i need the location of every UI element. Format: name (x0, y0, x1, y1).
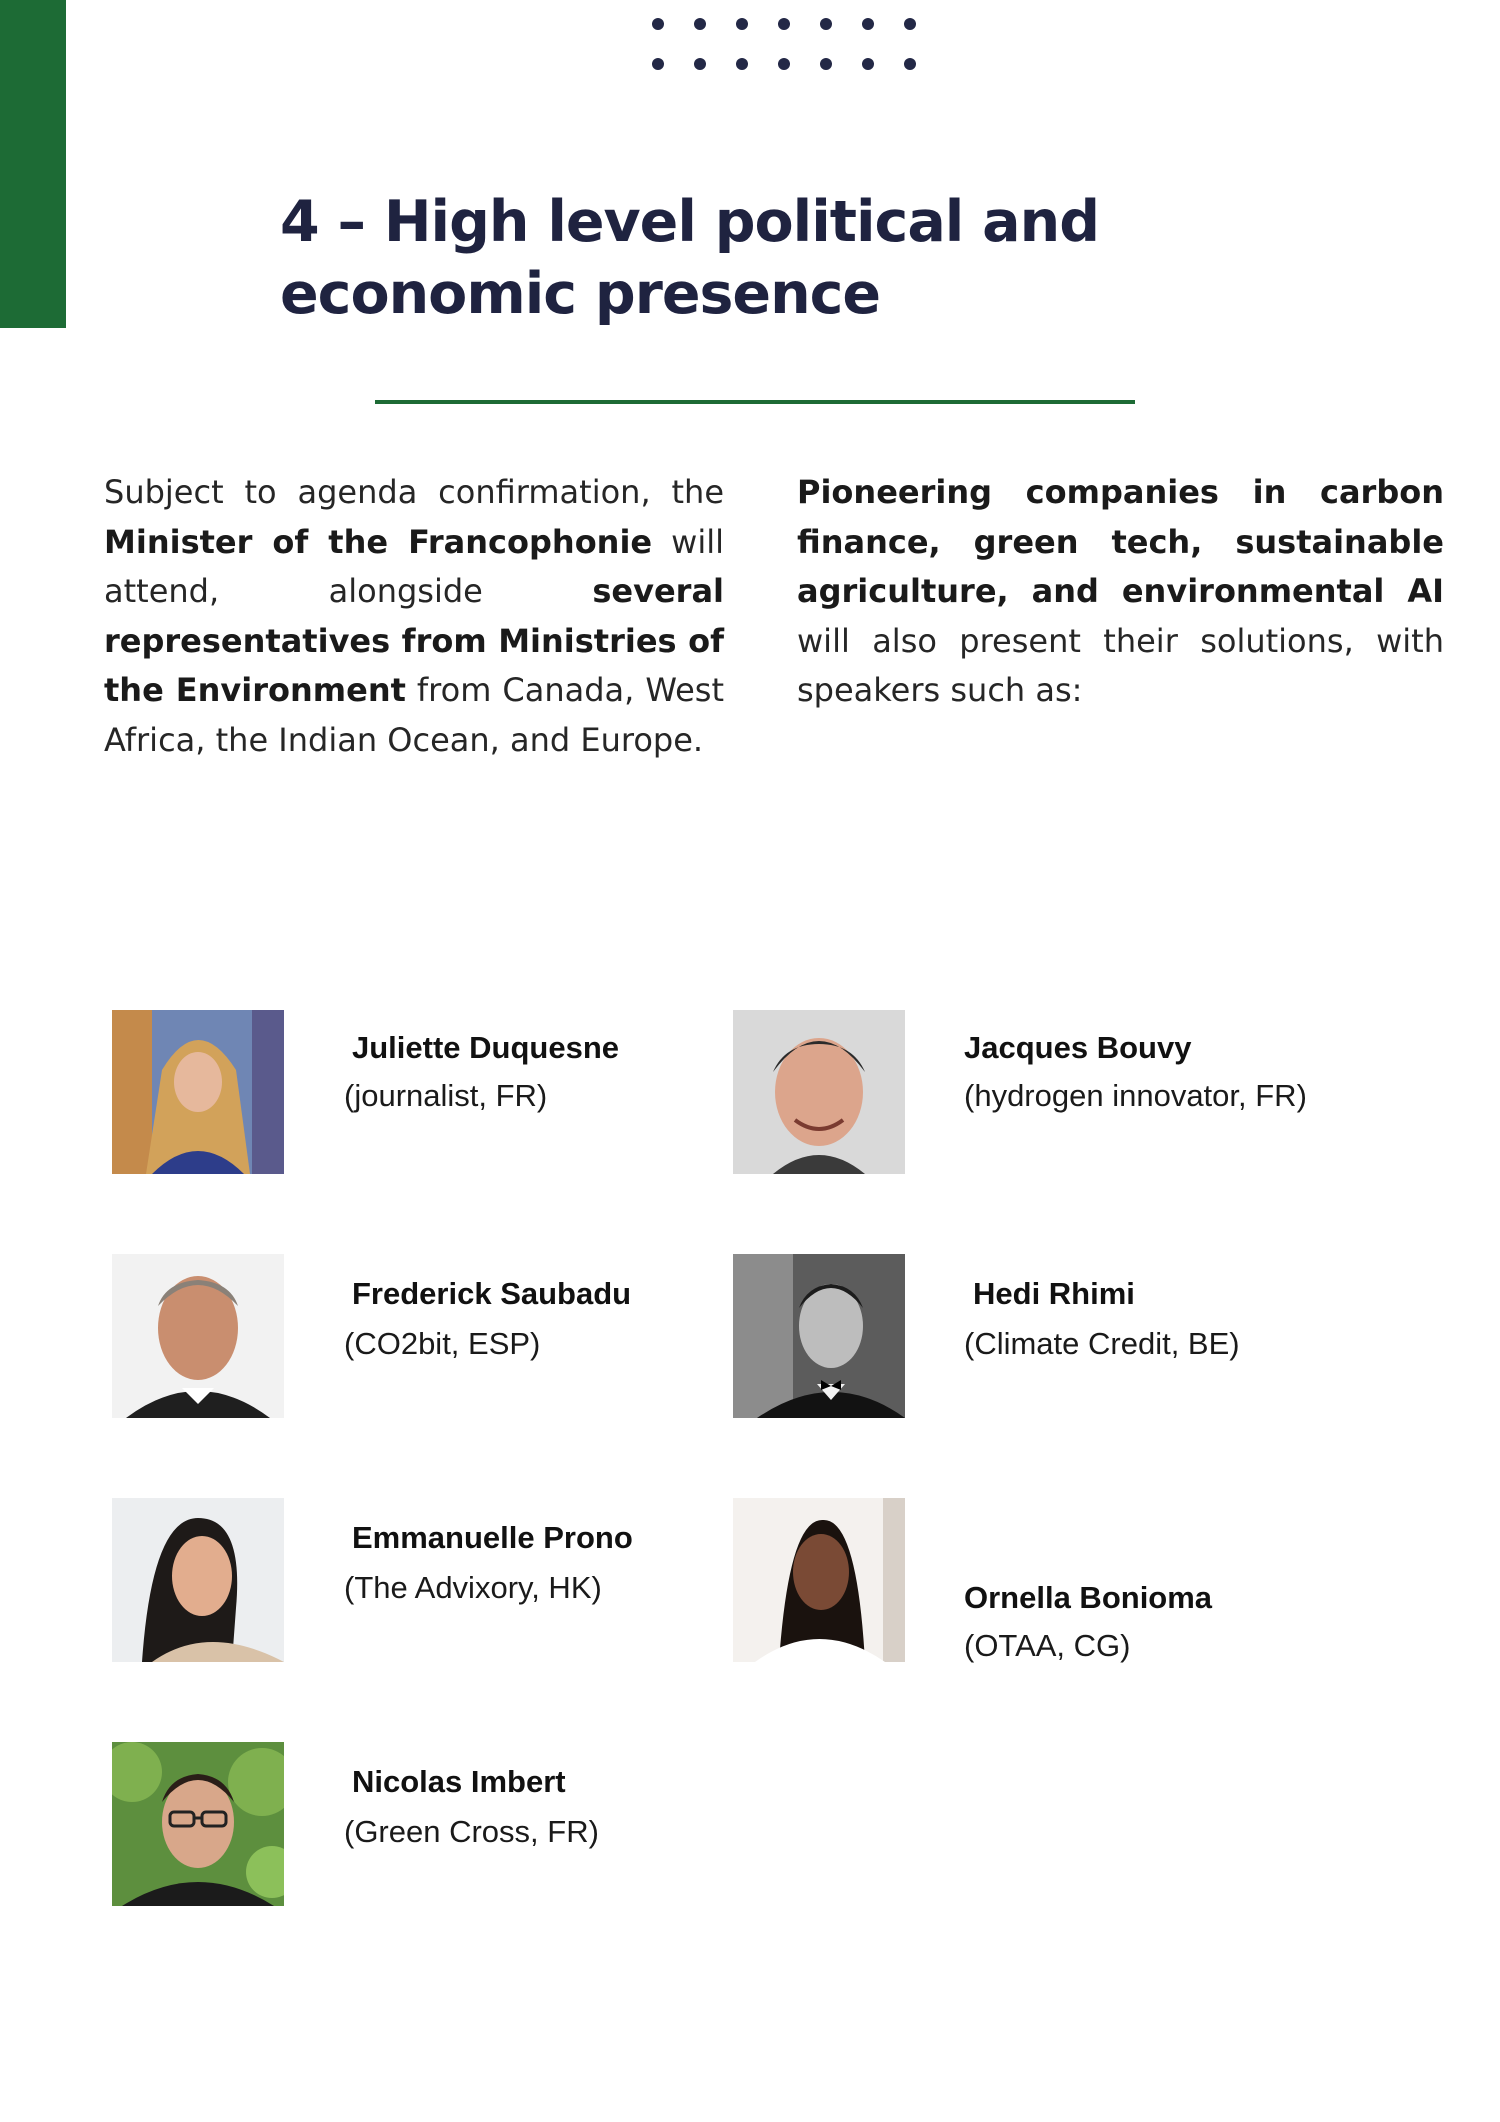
speaker-photo (112, 1498, 284, 1662)
portrait-woman-dark-hair (112, 1498, 284, 1662)
speaker-photo (733, 1254, 905, 1418)
speaker-role: (OTAA, CG) (964, 1628, 1131, 1663)
speaker-name: Emmanuelle Prono (352, 1520, 633, 1555)
speaker-photo (733, 1498, 905, 1662)
intro-left-bold-1: Minister of the Francophonie (104, 522, 653, 561)
intro-left-bold-2: several representatives from Ministries of the Environment (104, 572, 724, 709)
speaker-photo (112, 1010, 284, 1174)
speaker-emmanuelle-prono (112, 1498, 712, 1662)
intro-paragraph-right (797, 468, 1444, 716)
speaker-name: Jacques Bouvy (964, 1030, 1192, 1065)
title-line-1: 4 – High level political and (280, 189, 1100, 255)
speaker-name: Nicolas Imbert (352, 1764, 566, 1799)
speaker-role: (The Advixory, HK) (344, 1570, 602, 1605)
page-title (280, 186, 1280, 330)
portrait-woman-blonde (112, 1010, 284, 1174)
intro-paragraph-left (104, 468, 724, 765)
accent-bar (0, 0, 66, 328)
speaker-photo (112, 1254, 284, 1418)
speaker-role: (Green Cross, FR) (344, 1814, 599, 1849)
speaker-role: (hydrogen innovator, FR) (964, 1078, 1307, 1113)
speaker-juliette-duquesne (112, 1010, 712, 1174)
speaker-nicolas-imbert (112, 1742, 712, 1906)
portrait-woman-white-blazer (733, 1498, 905, 1662)
speaker-photo (733, 1010, 905, 1174)
title-line-2: economic presence (280, 261, 881, 327)
speaker-role: (CO2bit, ESP) (344, 1326, 541, 1361)
speaker-role: (Climate Credit, BE) (964, 1326, 1240, 1361)
speaker-hedi-rhimi (733, 1254, 1433, 1418)
speaker-ornella-bonioma (733, 1498, 1433, 1662)
speaker-jacques-bouvy (733, 1010, 1433, 1174)
portrait-man-suit (112, 1254, 284, 1418)
speaker-name: Ornella Bonioma (964, 1580, 1213, 1615)
intro-left-text-1: Subject to agenda confirmation, the (104, 473, 724, 511)
intro-left-text-3: from Canada, West Africa, the Indian Ocean, and Europe. (104, 671, 725, 759)
title-divider (375, 400, 1135, 404)
speaker-role: (journalist, FR) (344, 1078, 548, 1113)
speaker-name: Frederick Saubadu (352, 1276, 632, 1311)
speaker-frederick-saubadu (112, 1254, 712, 1418)
speaker-photo (112, 1742, 284, 1906)
intro-left-text-2: will attend, alongside (104, 522, 724, 610)
speaker-name: Juliette Duquesne (352, 1030, 619, 1065)
portrait-man-tuxedo-bw (733, 1254, 905, 1418)
portrait-man-smiling (733, 1010, 905, 1174)
speaker-name: Hedi Rhimi (973, 1276, 1135, 1311)
portrait-man-glasses-foliage (112, 1742, 284, 1906)
intro-right-bold-1: Pioneering companies in carbon finance, green tech, sustainable agriculture, and environmental AI (797, 473, 1444, 610)
intro-right-text-1: will also present their solutions, with speakers such as: (797, 621, 1444, 709)
decorative-dots (652, 18, 924, 74)
